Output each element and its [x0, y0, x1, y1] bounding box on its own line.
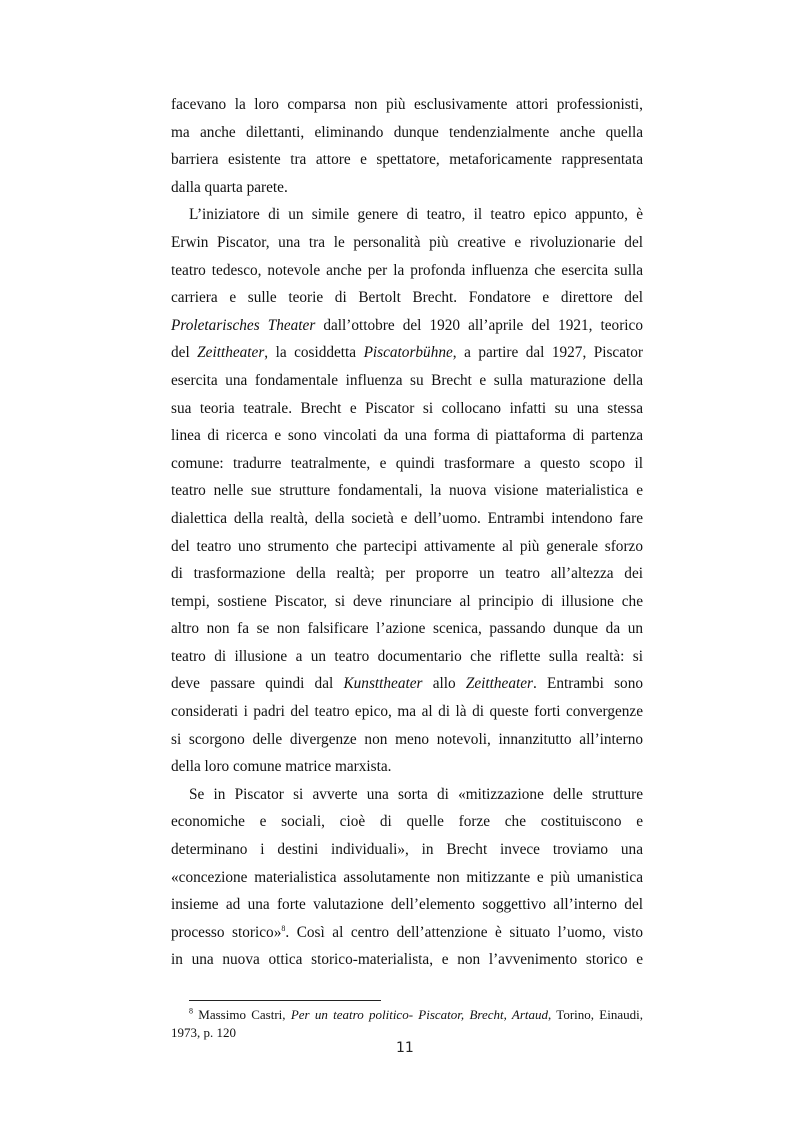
text-line [171, 533, 643, 561]
text-run: sua teoria teatrale. Brecht e Piscator si collocano infatti su una stessa [171, 399, 643, 417]
text-run: dalla quarta parete. [171, 178, 288, 196]
text-line [171, 422, 643, 450]
italic-title: Per un teatro politico- Piscator, Brecht, Artaud [290, 1007, 549, 1022]
text-run: deve passare quindi dal [171, 675, 344, 693]
text-line [171, 119, 643, 147]
text-run: altro non fa se non falsificare l’azione scenica, passando dunque da un [171, 620, 643, 638]
footnote [171, 1006, 643, 1042]
text-line [171, 726, 643, 754]
italic-title: Proletarisches Theater [171, 316, 316, 334]
text-run: di trasformazione della realtà; per proporre un teatro all’altezza dei [171, 565, 643, 583]
text-line [171, 808, 643, 836]
text-run: tempi, sostiene Piscator, si deve rinunciare al principio di illusione che [171, 592, 643, 610]
italic-title: Kunsttheater [343, 675, 423, 693]
text-run: Massimo Castri, [193, 1007, 291, 1022]
text-line [171, 450, 643, 478]
text-line [171, 91, 643, 119]
text-line [171, 229, 643, 257]
text-run: considerati i padri del teatro epico, ma al di là di queste forti convergenze [171, 703, 643, 721]
text-run: facevano la loro comparsa non più esclusivamente attori professionisti, [171, 96, 643, 113]
text-line [171, 367, 643, 395]
italic-title: Zeittheater [197, 344, 265, 362]
text-line [171, 505, 643, 533]
paragraphs [171, 91, 643, 974]
italic-title: Zeittheater [465, 675, 533, 693]
paragraph [171, 201, 643, 780]
text-line [171, 891, 643, 919]
text-run: , Torino, Einaudi, [548, 1007, 643, 1022]
text-line [171, 560, 643, 588]
text-line [171, 753, 643, 781]
text-run: del teatro uno strumento che partecipi attivamente al più generale sforzo [171, 537, 643, 555]
footnote-separator [189, 1000, 381, 1001]
text-run: della loro comune matrice marxista. [171, 758, 392, 776]
text-run: comune: tradurre teatralmente, e quindi trasformare a questo scopo il [171, 454, 643, 472]
text-line [171, 174, 643, 202]
text-run: processo storico» [171, 923, 282, 941]
footnote-reference: 8 [281, 923, 286, 933]
body-text [171, 91, 643, 974]
text-run: del [171, 344, 198, 362]
text-line [171, 919, 643, 947]
text-run: . Così al centro dell’attenzione è situato l’uomo, visto [285, 923, 643, 941]
text-line [171, 643, 643, 671]
text-run: allo [422, 675, 466, 693]
text-line [171, 946, 643, 974]
text-run: teatro di illusione a un teatro documentario che riflette sulla realtà: si [171, 647, 643, 665]
text-run: , la cosiddetta [264, 344, 364, 362]
text-run: 1973, p. 120 [171, 1025, 236, 1040]
text-run: carriera e sulle teorie di Bertolt Brecht. Fondatore e direttore del [171, 289, 643, 307]
text-line [171, 670, 643, 698]
text-run: teatro tedesco, notevole anche per la profonda influenza che esercita sulla [171, 261, 643, 279]
italic-title: Piscatorbühne [363, 344, 453, 362]
paragraph [171, 91, 643, 201]
text-run: L’iniziatore di un simile genere di teatro, il teatro epico appunto, è [189, 206, 643, 224]
footnote-line [171, 1006, 643, 1024]
text-line [171, 284, 643, 312]
text-line [171, 395, 643, 423]
text-run: dialettica della realtà, della società e dell’uomo. Entrambi intendono fare [171, 509, 643, 527]
text-line [171, 836, 643, 864]
text-line [171, 477, 643, 505]
text-run: linea di ricerca e sono vincolati da una forma di piattaforma di partenza [171, 427, 643, 445]
text-line [171, 781, 643, 809]
text-line [171, 339, 643, 367]
text-line [171, 201, 643, 229]
text-run: si scorgono delle divergenze non meno notevoli, innanzitutto all’interno [171, 730, 643, 748]
text-line [171, 615, 643, 643]
text-run: esercita una fondamentale influenza su Brecht e sulla maturazione della [171, 371, 643, 389]
text-run: determinano i destini individuali», in Brecht invece troviamo una [171, 841, 643, 859]
text-run: dall’ottobre del 1920 all’aprile del 1921, teorico [315, 316, 643, 334]
text-run: insieme ad una forte valutazione dell’elemento soggettivo all’interno del [171, 896, 643, 914]
footnote-reference: 8 [189, 1006, 193, 1016]
text-run: in una nuova ottica storico-materialista, e non l’avvenimento storico e [171, 951, 643, 969]
text-line [171, 312, 643, 340]
text-line [171, 864, 643, 892]
page-number: 11 [396, 1040, 414, 1056]
paragraph [171, 781, 643, 974]
text-run: Erwin Piscator, una tra le personalità più creative e rivoluzionarie del [171, 233, 643, 251]
text-line [171, 698, 643, 726]
text-run: teatro nelle sue strutture fondamentali, la nuova visione materialistica e [171, 482, 643, 500]
text-run: , a partire dal 1927, Piscator [452, 344, 644, 362]
text-line [171, 588, 643, 616]
text-run: «concezione materialistica assolutamente non mitizzante e più umanistica [171, 868, 643, 886]
text-line [171, 257, 643, 285]
text-run: economiche e sociali, cioè di quelle forze che costituiscono e [171, 813, 643, 831]
text-run: . Entrambi sono [532, 675, 643, 693]
text-run: barriera esistente tra attore e spettatore, metaforicamente rappresentata [171, 151, 643, 169]
text-run: Se in Piscator si avverte una sorta di «mitizzazione delle strutture [189, 785, 643, 803]
text-run: ma anche dilettanti, eliminando dunque tendenzialmente anche quella [171, 123, 643, 141]
text-line [171, 146, 643, 174]
